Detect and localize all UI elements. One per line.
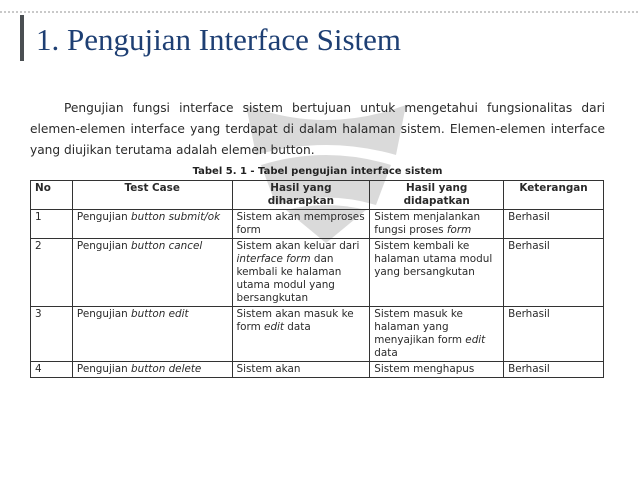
actual-text: Sistem menjalankan fungsi proses (374, 211, 481, 236)
table-row (31, 210, 604, 239)
cell-note: Berhasil (504, 210, 604, 239)
cell-actual (370, 210, 504, 239)
header-actual: Hasil yang didapatkan (370, 181, 504, 210)
expected-text: interface form (236, 253, 311, 265)
actual-text: data (374, 347, 398, 359)
cell-test-case (72, 362, 232, 378)
title-accent-bar (20, 15, 24, 61)
header-expected: Hasil yang diharapkan (232, 181, 370, 210)
expected-text: Sistem akan memproses form (236, 211, 365, 236)
test-case-button-name: button cancel (131, 240, 203, 252)
cell-no: 2 (31, 239, 73, 307)
table-header-row (31, 181, 604, 210)
cell-expected (232, 210, 370, 239)
cell-test-case (72, 307, 232, 362)
table-row (31, 362, 604, 378)
expected-text: Sistem akan masuk ke form (236, 308, 354, 333)
cell-no: 3 (31, 307, 73, 362)
cell-note: Berhasil (504, 239, 604, 307)
cell-test-case (72, 239, 232, 307)
cell-actual (370, 307, 504, 362)
expected-text: dan kembali ke halaman utama modul yang bersangkutan (236, 253, 342, 304)
cell-expected (232, 362, 370, 378)
test-case-prefix: Pengujian (76, 240, 132, 252)
test-case-prefix: Pengujian (76, 363, 132, 375)
test-case-prefix: Pengujian (76, 211, 132, 223)
expected-text: Sistem akan (236, 363, 301, 375)
actual-text: edit (465, 334, 486, 346)
slide-title: 1. Pengujian Interface Sistem (36, 22, 402, 57)
test-case-button-name: button delete (131, 363, 202, 375)
header-no: No (31, 181, 73, 210)
actual-text: Sistem menghapus (374, 363, 475, 375)
cell-test-case (72, 210, 232, 239)
cell-note: Berhasil (504, 307, 604, 362)
cell-expected (232, 307, 370, 362)
intro-paragraph: Pengujian fungsi interface sistem bertujuan untuk mengetahui fungsionalitas dari elemen-elemen interface yang terdapat di dalam halaman sistem. Elemen-elemen interface yang diujikan terutama adalah elemen button. (30, 101, 605, 157)
cell-actual (370, 239, 504, 307)
cell-note: Berhasil (504, 362, 604, 378)
actual-text: form (446, 224, 472, 236)
table-row (31, 239, 604, 307)
actual-text: Sistem masuk ke halaman yang menyajikan form (374, 308, 466, 346)
cell-expected (232, 239, 370, 307)
test-case-button-name: button edit (131, 308, 189, 320)
expected-text: data (284, 321, 311, 333)
table-row (31, 307, 604, 362)
test-case-prefix: Pengujian (76, 308, 132, 320)
cell-actual (370, 362, 504, 378)
header-test-case: Test Case (72, 181, 232, 210)
slide-content (30, 98, 605, 378)
test-case-button-name: button submit/ok (131, 211, 221, 223)
header-note: Keterangan (504, 181, 604, 210)
interface-test-table (30, 180, 604, 378)
expected-text: edit (264, 321, 284, 333)
actual-text: Sistem kembali ke halaman utama modul yang bersangkutan (374, 240, 493, 278)
cell-no: 4 (31, 362, 73, 378)
cell-no: 1 (31, 210, 73, 239)
table-caption: Tabel 5. 1 - Tabel pengujian interface sistem (192, 166, 443, 177)
expected-text: Sistem akan keluar dari (236, 240, 360, 252)
top-dotted-rule (0, 11, 638, 13)
